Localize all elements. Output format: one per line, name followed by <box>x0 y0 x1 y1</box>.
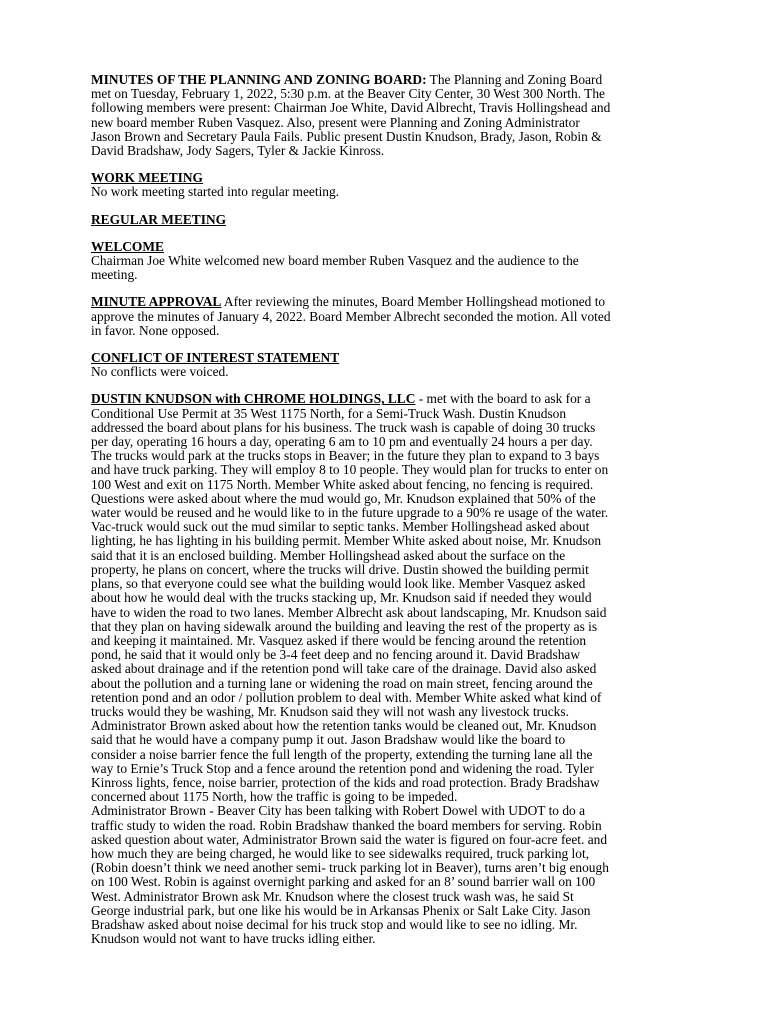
knudson-line: about the pollution and a turning lane or widening the road on main street, fencing around the <box>91 675 593 691</box>
knudson-line: retention pond and an odor / pollution problem to deal with. Member White asked what kind of <box>91 689 602 705</box>
knudson-line: that they plan on having sidewalk around the building and leaving the rest of the property as is <box>91 618 598 634</box>
knudson-line: per day, operating 16 hours a day, operating 6 am to 10 pm and eventually 24 hours a per day. <box>91 434 593 450</box>
knudson-line: Administrator Brown - Beaver City has been talking with Robert Dowel with UDOT to do a <box>91 803 586 819</box>
knudson-line: lighting, he has lighting in his building permit. Member White asked about noise, Mr. Knudson <box>91 533 602 549</box>
knudson-line: pond, he said that it would only be 3-4 feet deep and no fencing around it. David Bradshaw <box>91 647 581 663</box>
conflict-heading: CONFLICT OF INTEREST STATEMENT <box>91 350 340 366</box>
welcome-heading: WELCOME <box>91 238 164 254</box>
intro-line: new board member Ruben Vasquez. Also, present were Planning and Zoning Administrator <box>91 114 580 130</box>
minute-approval-line: in favor. None opposed. <box>91 322 220 338</box>
intro-line: MINUTES OF THE PLANNING AND ZONING BOARD: The Planning and Zoning Board <box>91 72 603 87</box>
knudson-line: consider a noise barrier fence the full length of the property, extending the turning lane all the <box>91 746 593 762</box>
work-meeting-text: No work meeting started into regular meeting. <box>91 184 340 200</box>
knudson-line: on 100 West. Robin is against overnight parking and asked for an 8’ sound barrier wall on 100 <box>91 874 596 890</box>
knudson-line: Kinross lights, fence, noise barrier, protection of the kids and road protection. Brady Bradshaw <box>91 774 600 790</box>
knudson-line: traffic study to widen the road. Robin Bradshaw thanked the board members for serving. Robin <box>91 817 602 833</box>
welcome-line: meeting. <box>91 267 138 283</box>
knudson-line: Knudson would not want to have trucks idling either. <box>91 931 376 947</box>
welcome-section <box>91 240 681 283</box>
minutes-title: MINUTES OF THE PLANNING AND ZONING BOARD: <box>91 72 427 87</box>
knudson-line: Questions were asked about where the mud would go, Mr. Knudson explained that 50% of the <box>91 490 596 506</box>
knudson-line: and keeping it maintained. Mr. Vasquez asked if there would be fencing around the retention <box>91 632 587 648</box>
knudson-line: addressed the board about plans for his business. The truck wash is capable of doing 30 trucks <box>91 419 596 435</box>
welcome-line: Chairman Joe White welcomed new board member Ruben Vasquez and the audience to the <box>91 253 579 269</box>
work-meeting-heading: WORK MEETING <box>91 170 203 186</box>
knudson-line: DUSTIN KNUDSON with CHROME HOLDINGS, LLC - met with the board to ask for a <box>91 391 591 407</box>
minute-approval-heading: MINUTE APPROVAL <box>91 294 222 310</box>
minute-approval-line: MINUTE APPROVAL After reviewing the minutes, Board Member Hollingshead motioned to <box>91 294 606 310</box>
document-page <box>91 73 681 959</box>
knudson-line: George industrial park, but one like his would be in Arkansas Phenix or Salt Lake City. Jason <box>91 902 591 918</box>
knudson-line: trucks would they be washing, Mr. Knudson said they will not wash any livestock trucks. <box>91 703 569 719</box>
knudson-line: said that he would have a company pump it out. Jason Bradshaw would like the board to <box>91 732 566 748</box>
knudson-line: Bradshaw asked about noise decimal for his truck stop and would like to see no idling. Mr. <box>91 916 578 932</box>
knudson-section <box>91 392 681 946</box>
intro-line: Jason Brown and Secretary Paula Fails. Public present Dustin Knudson, Brady, Jason, Robin & <box>91 128 602 144</box>
knudson-line: how much they are being charged, he would like to see sidewalks required, truck parking lot, <box>91 845 590 861</box>
knudson-line: concerned about 1175 North, how the traffic is going to be impeded. <box>91 789 458 805</box>
knudson-line: and have truck parking. They will employ 8 to 10 people. They would plan for trucks to enter on <box>91 462 609 478</box>
knudson-line: Vac-truck would suck out the mud similar to septic tanks. Member Hollingshead asked about <box>91 519 590 535</box>
conflict-section <box>91 351 681 379</box>
knudson-line: have to widen the road to two lanes. Member Albrecht ask about landscaping, Mr. Knudson said <box>91 604 607 620</box>
knudson-line: property, he plans on concert, where the trucks will drive. Dustin showed the building permit <box>91 561 589 577</box>
knudson-heading: DUSTIN KNUDSON with CHROME HOLDINGS, LLC <box>91 391 416 407</box>
knudson-line: said that it is an enclosed building. Member Hollingshead asked about the surface on the <box>91 547 566 563</box>
knudson-line: asked question about water, Administrator Brown said the water is figured on four-acre feet. and <box>91 831 608 847</box>
knudson-line: (Robin doesn’t think we need another semi- truck parking lot in Beaver), turns aren’t big enough <box>91 860 609 876</box>
knudson-line: plans, so that everyone could see what the building would look like. Member Vasquez asked <box>91 576 586 592</box>
knudson-line: about how he would deal with the trucks stacking up, Mr. Knudson said if needed they would <box>91 590 592 606</box>
knudson-line: water would be reused and he would like to in the future upgrade to a 90% re usage of the water. <box>91 505 609 521</box>
minute-approval-line: approve the minutes of January 4, 2022. Board Member Albrecht seconded the motion. All voted <box>91 308 611 324</box>
regular-meeting-heading: REGULAR MEETING <box>91 211 227 227</box>
intro-line: following members were present: Chairman Joe White, David Albrecht, Travis Hollingshead and <box>91 100 611 116</box>
knudson-line: Administrator Brown asked about how the retention tanks would be cleaned out, Mr. Knudson <box>91 718 597 734</box>
knudson-line: The trucks would park at the trucks stops in Beaver; in the future they plan to expand to 3 bays <box>91 448 600 464</box>
intro-line: met on Tuesday, February 1, 2022, 5:30 p.m. at the Beaver City Center, 30 West 300 North. The <box>91 86 605 102</box>
minute-approval-section <box>91 295 681 338</box>
knudson-line: West. Administrator Brown ask Mr. Knudson where the closest truck wash was, he said St <box>91 888 574 904</box>
regular-meeting-section <box>91 213 681 227</box>
knudson-line: Conditional Use Permit at 35 West 1175 North, for a Semi-Truck Wash. Dustin Knudson <box>91 405 567 421</box>
knudson-line: way to Ernie’s Truck Stop and a fence around the retention pond and widening the road. Tyler <box>91 760 594 776</box>
intro-paragraph <box>91 73 681 158</box>
conflict-text: No conflicts were voiced. <box>91 364 229 380</box>
intro-line: David Bradshaw, Jody Sagers, Tyler & Jackie Kinross. <box>91 143 385 159</box>
knudson-line: 100 West and exit on 1175 North. Member White asked about fencing, no fencing is required. <box>91 476 594 492</box>
work-meeting-section <box>91 171 681 199</box>
knudson-line: asked about drainage and if the retention pond will take care of the drainage. David also asked <box>91 661 597 677</box>
